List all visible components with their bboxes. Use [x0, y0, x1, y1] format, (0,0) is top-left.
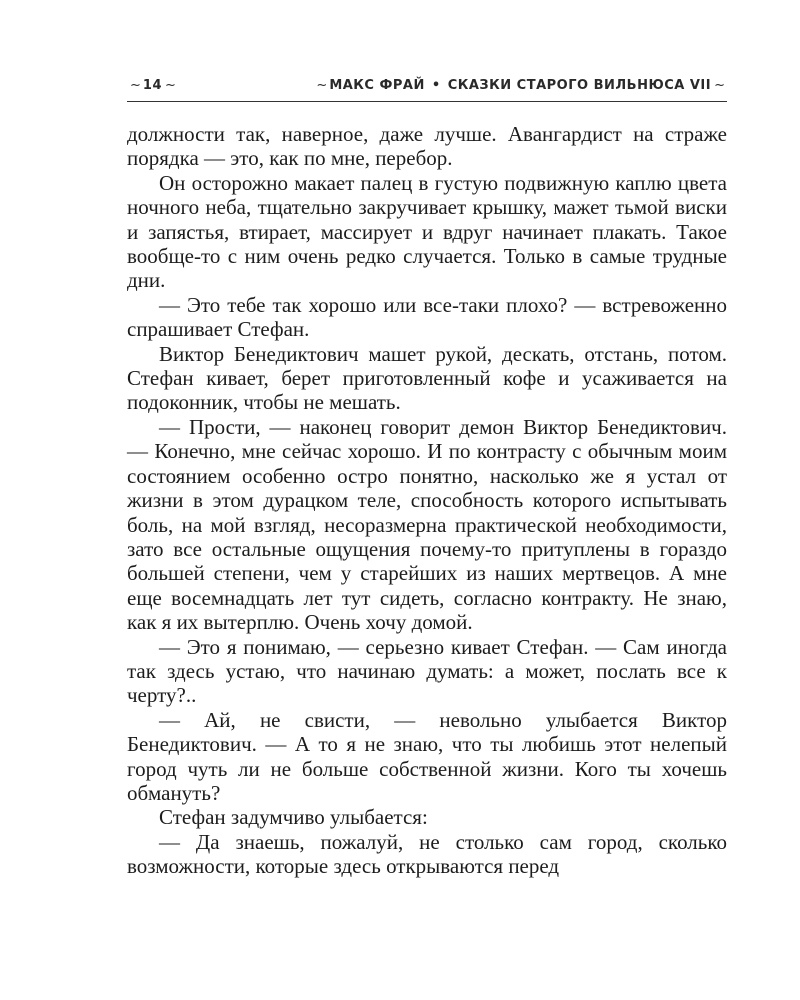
- paragraph-dialogue: — Да знаешь, пожалуй, не столько сам город, сколько возможности, которые здесь открываются перед: [127, 829, 727, 879]
- paragraph-dialogue: — Прости, — наконец говорит демон Виктор Бенедиктович. — Конечно, мне сейчас хорошо. И по контрасту с обычным моим состоянием особенно остро понятно, насколько же я устал от жизни в этом дурацком теле, способность которого испытывать боль, на мой взгляд, несоразмерна практической необходимости, зато все остальные ощущения почему-то притуплены в гораздо большей степени, чем у старейших из наших мертвецов. А мне еще восемнадцать лет тут сидеть, согласно контракту. Не знаю, как я их вытерплю. Очень хочу домой.: [127, 414, 727, 635]
- ornament-dash: ~: [165, 78, 175, 93]
- paragraph: Виктор Бенедиктович машет рукой, дескать, отстань, потом. Стефан кивает, берет приготовленный кофе и усаживается на подоконник, чтобы не мешать.: [127, 341, 727, 415]
- author-name: МАКС ФРАЙ: [329, 78, 425, 93]
- paragraph: Стефан задумчиво улыбается:: [159, 805, 428, 830]
- paragraph-dialogue: — Это тебе так хорошо или все-таки плохо? — встревоженно спрашивает Стефан.: [127, 292, 727, 342]
- ornament-dash: ~: [130, 78, 140, 93]
- page-number-group: [127, 78, 178, 93]
- running-head: [127, 78, 727, 100]
- running-title: [313, 78, 727, 93]
- ornament-dash: ~: [714, 78, 724, 93]
- paragraph-continued: должности так, наверное, даже лучше. Авангардист на страже порядка — это, как по мне, перебор.: [127, 122, 727, 171]
- paragraph-dialogue: — Это я понимаю, — серьезно кивает Стефан. — Сам иногда так здесь устаю, что начинаю думать: а может, послать все к черту?..: [127, 634, 727, 708]
- body-text: [127, 122, 727, 879]
- paragraph: Он осторожно макает палец в густую подвижную каплю цвета ночного неба, тщательно закручивает крышку, мажет тьмой виски и запястья, втирает, массирует и вдруг начинает плакать. Такое вообще-то с ним очень редко случается. Только в самые трудные дни.: [127, 170, 727, 293]
- ornament-dash: ~: [316, 78, 327, 93]
- page-number: 14: [142, 78, 162, 93]
- paragraph-dialogue: — Ай, не свисти, — невольно улыбается Виктор Бенедиктович. — А то я не знаю, что ты любишь этот нелепый город чуть ли не больше собственной жизни. Кого ты хочешь обмануть?: [127, 707, 727, 805]
- header-rule: [127, 101, 727, 102]
- book-title: СКАЗКИ СТАРОГО ВИЛЬНЮСА VII: [447, 78, 712, 93]
- title-separator: •: [431, 78, 441, 93]
